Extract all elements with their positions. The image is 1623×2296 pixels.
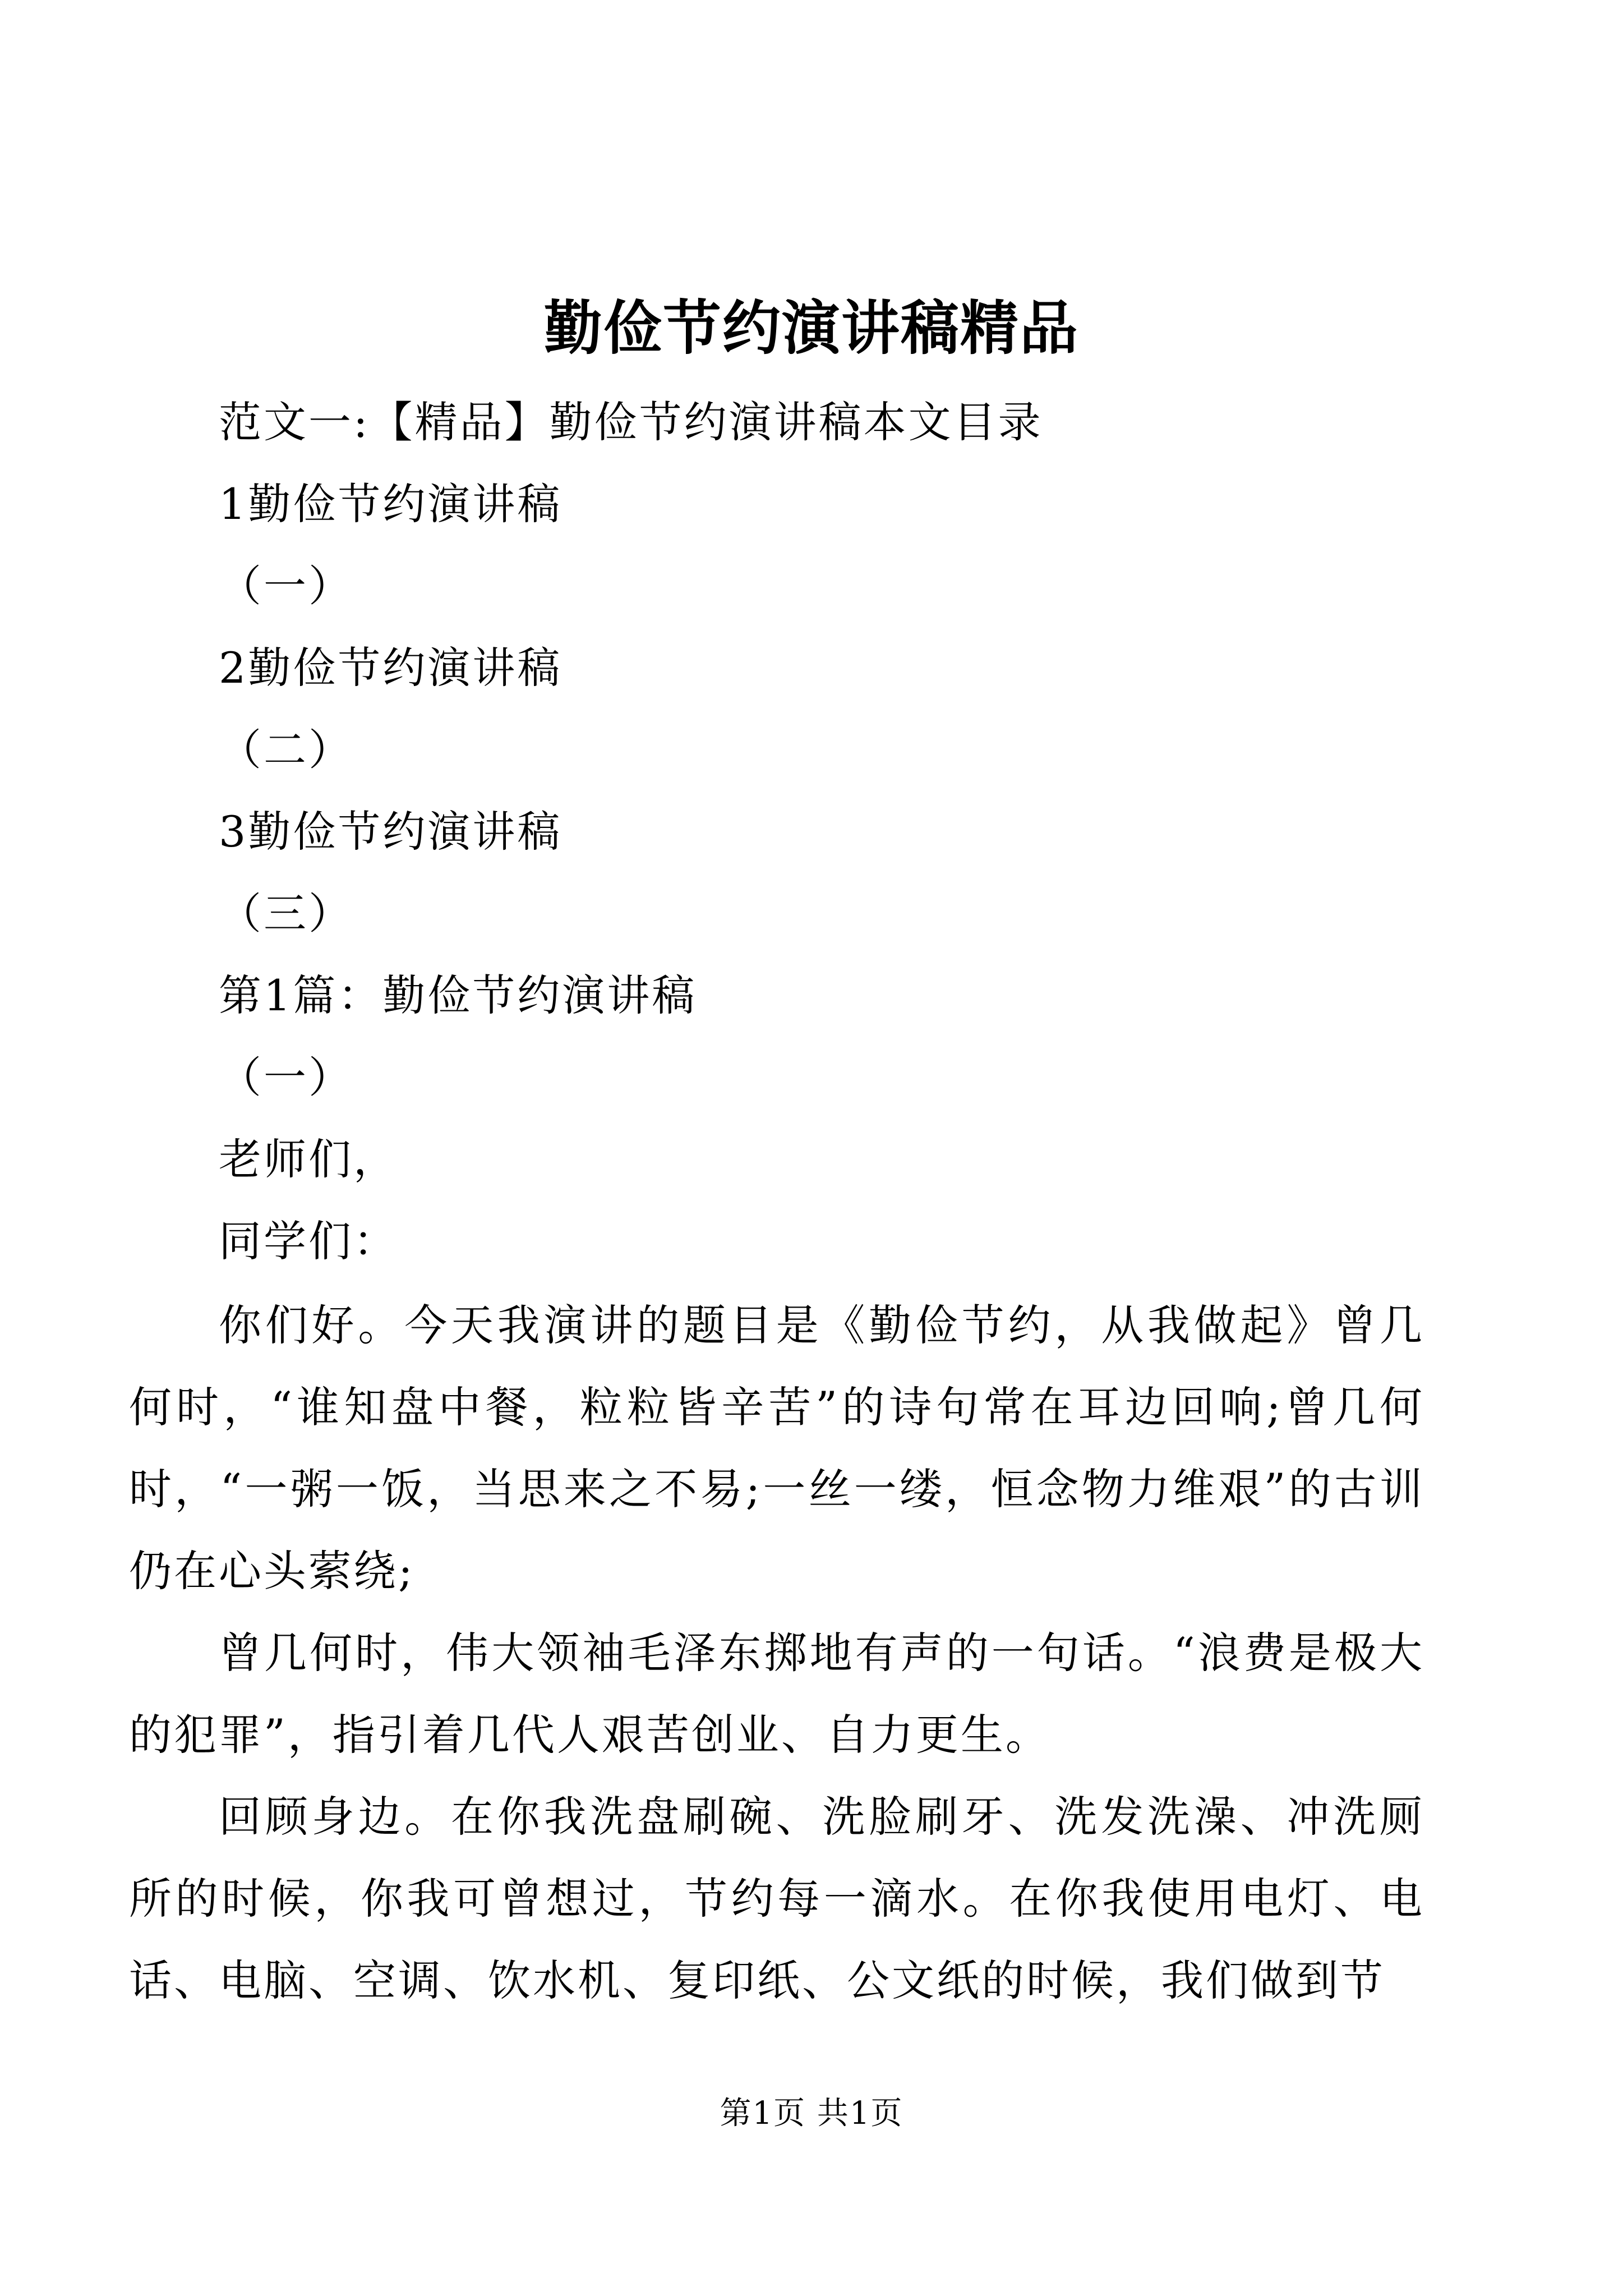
- greeting-line: 同学们：: [219, 1216, 398, 1266]
- toc-item: 2勤俭节约演讲稿: [219, 643, 562, 693]
- document-paragraphs: [129, 1285, 1424, 2022]
- toc-item: 3勤俭节约演讲稿: [219, 807, 562, 857]
- document-body: [219, 381, 1424, 1282]
- greeting-line: 老师们，: [219, 1134, 398, 1184]
- body-paragraph: 你们好。今天我演讲的题目是《勤俭节约，从我做起》曾几何时，“谁知盘中餐，粒粒皆辛苦”的诗句常在耳边回响;曾几何时，“一粥一饭，当思来之不易;一丝一缕，恒念物力维艰”的古训仍在心头萦绕;: [129, 1300, 1424, 1596]
- toc-item: （三）: [219, 889, 353, 938]
- section-heading: 第1篇：勤俭节约演讲稿: [219, 970, 697, 1020]
- toc-item: （一）: [219, 561, 353, 611]
- document-title: 勤俭节约演讲稿精品: [543, 293, 1079, 362]
- toc-item: （二）: [219, 725, 353, 775]
- page-footer: 第1页 共1页: [720, 2095, 903, 2132]
- toc-heading: 范文一:【精品】勤俭节约演讲稿本文目录: [219, 397, 1043, 447]
- toc-item: 1勤俭节约演讲稿: [219, 479, 562, 529]
- body-paragraph: 曾几何时，伟大领袖毛泽东掷地有声的一句话。“浪费是极大的犯罪”，指引着几代人艰苦创业、自力更生。: [129, 1628, 1424, 1760]
- section-subheading: （一）: [219, 1052, 353, 1102]
- body-paragraph: 回顾身边。在你我洗盘刷碗、洗脸刷牙、洗发洗澡、冲洗厕所的时候，你我可曾想过，节约每一滴水。在你我使用电灯、电话、电脑、空调、饮水机、复印纸、公文纸的时候，我们做到节: [129, 1792, 1424, 2005]
